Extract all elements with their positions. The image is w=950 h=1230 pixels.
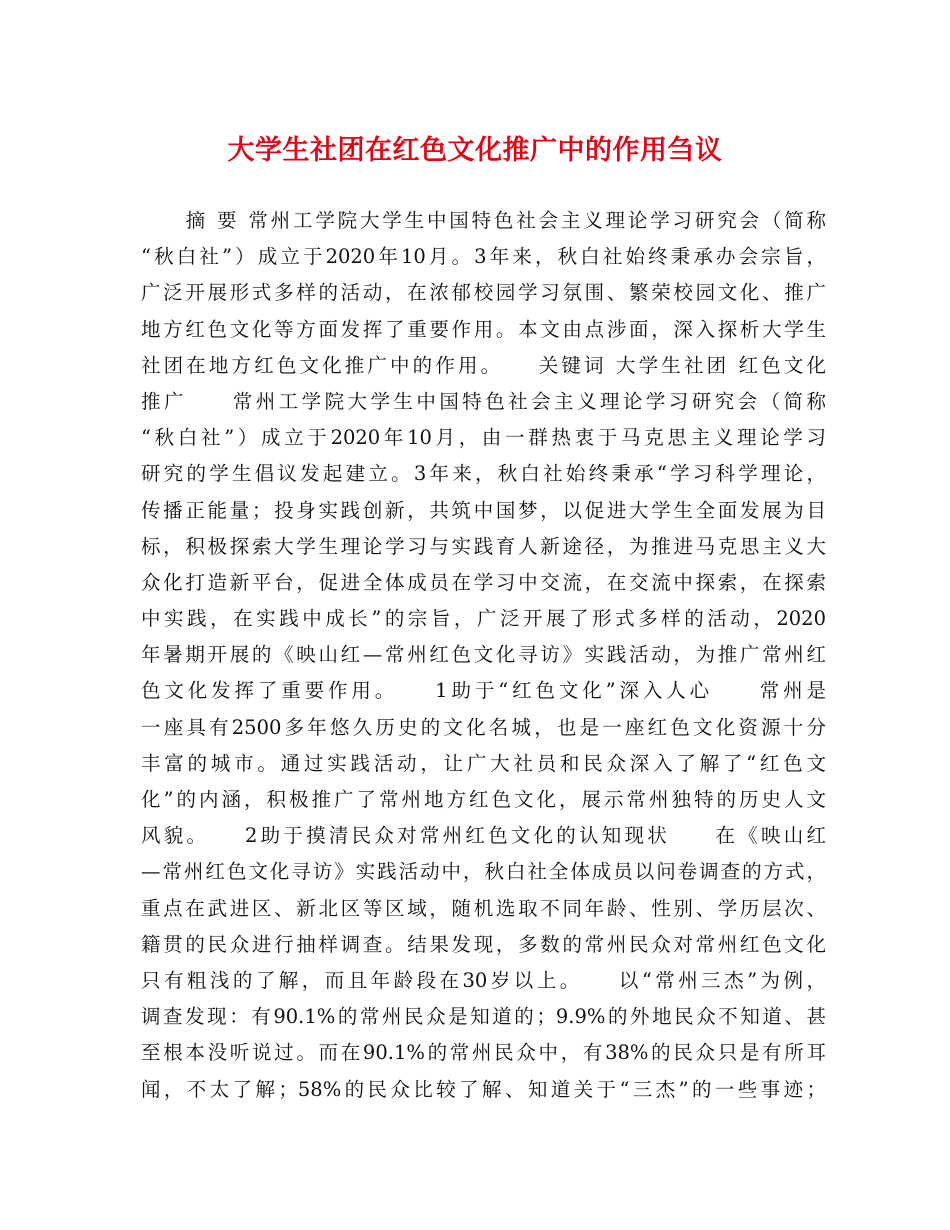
body-line: 众化打造新平台，促进全体成员在学习中交流，在交流中探索，在探索	[141, 570, 826, 594]
body-line: —常州红色文化寻访》实践活动中，秋白社全体成员以问卷调查的方式，	[141, 860, 826, 884]
body-line: 重点在武进区、新北区等区域，随机选取不同年龄、性别、学历层次、	[141, 896, 826, 920]
body-line: 丰富的城市。通过实践活动，让广大社员和民众深入了解了“红色文	[141, 751, 826, 775]
body-line: “秋白社”）成立于2020年10月。3年来，秋白社始终秉承办会宗旨，	[141, 245, 826, 269]
body-line: “秋白社”）成立于2020年10月，由一群热衷于马克思主义理论学习	[141, 426, 826, 450]
body-line: 籍贯的民众进行抽样调查。结果发现，多数的常州民众对常州红色文化	[141, 932, 826, 956]
body-line: 社团在地方红色文化推广中的作用。 关键词 大学生社团 红色文化	[141, 353, 826, 377]
body-line: 一座具有2500多年悠久历史的文化名城，也是一座红色文化资源十分	[141, 715, 826, 739]
body-line: 风貌。 2助于摸清民众对常州红色文化的认知现状 在《映山红	[141, 824, 826, 848]
body-line: 化”的内涵，积极推广了常州地方红色文化，展示常州独特的历史人文	[141, 788, 826, 811]
body-line: 传播正能量；投身实践创新，共筑中国梦，以促进大学生全面发展为目	[141, 498, 826, 522]
body-line: 色文化发挥了重要作用。 1助于“红色文化”深入人心 常州是	[141, 679, 826, 703]
body-line: 地方红色文化等方面发挥了重要作用。本文由点涉面，深入探析大学生	[141, 317, 826, 341]
body-line: 推广 常州工学院大学生中国特色社会主义理论学习研究会（简称	[141, 389, 826, 413]
body-line: 年暑期开展的《映山红—常州红色文化寻访》实践活动，为推广常州红	[141, 643, 826, 667]
body-line: 研究的学生倡议发起建立。3年来，秋白社始终秉承“学习科学理论，	[141, 462, 826, 486]
body-line: 闻，不太了解；58%的民众比较了解、知道关于“三杰”的一些事迹；	[141, 1077, 826, 1101]
body-line: 中实践，在实践中成长”的宗旨，广泛开展了形式多样的活动，2020	[141, 607, 826, 631]
body-line: 摘 要 常州工学院大学生中国特色社会主义理论学习研究会（简称	[141, 209, 826, 232]
body-line: 只有粗浅的了解，而且年龄段在30岁以上。 以“常州三杰”为例，	[141, 968, 826, 992]
body-line: 广泛开展形式多样的活动，在浓郁校园学习氛围、繁荣校园文化、推广	[141, 281, 826, 305]
body-line: 标，积极探索大学生理论学习与实践育人新途径，为推进马克思主义大	[141, 534, 826, 558]
body-line: 调查发现：有90.1%的常州民众是知道的；9.9%的外地民众不知道、甚	[141, 1005, 826, 1029]
body-line: 至根本没听说过。而在90.1%的常州民众中，有38%的民众只是有所耳	[141, 1041, 826, 1065]
document-body	[141, 203, 826, 1108]
document-title: 大学生社团在红色文化推广中的作用刍议	[227, 135, 723, 166]
